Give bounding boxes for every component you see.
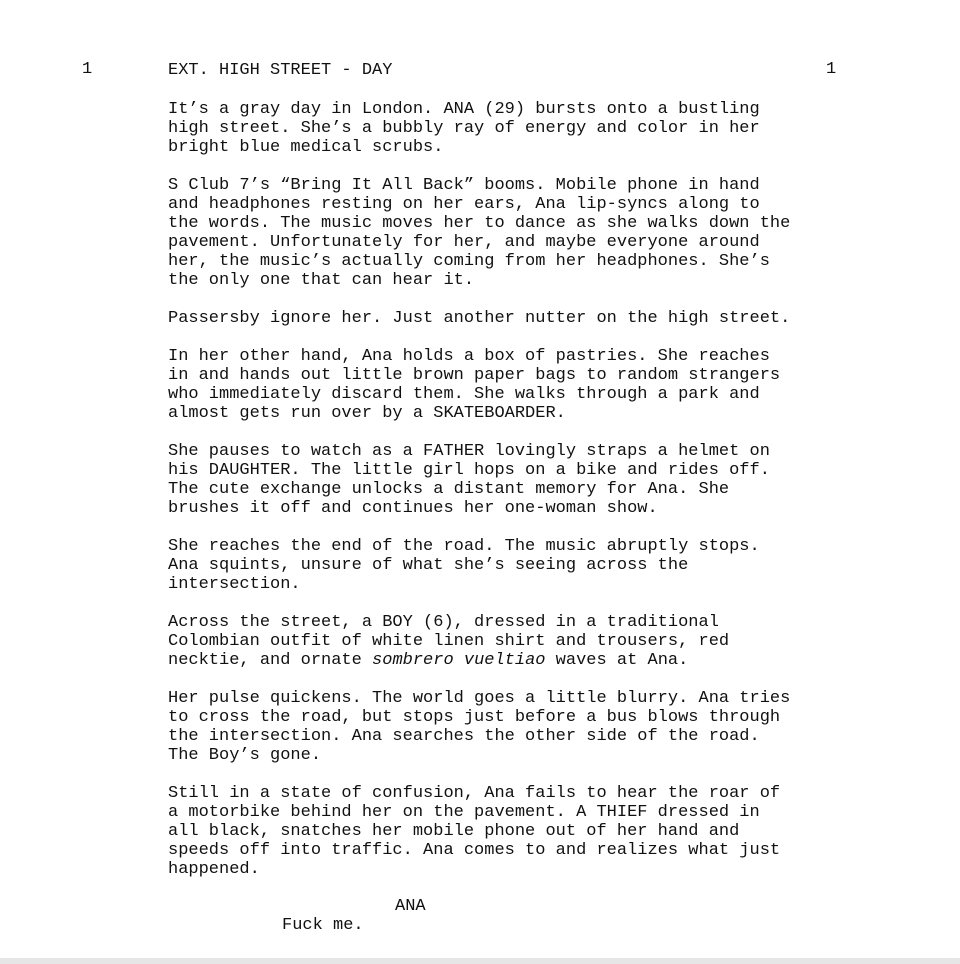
action-line: who immediately discard them. She walks through a park and — [168, 385, 760, 404]
action-line: She pauses to watch as a FATHER lovingly straps a helmet on — [168, 442, 770, 461]
action-paragraph — [168, 613, 858, 670]
action-paragraph — [168, 100, 858, 157]
action-line: happened. — [168, 860, 260, 879]
dialogue-line: Fuck me. — [282, 916, 364, 935]
action-line: speeds off into traffic. Ana comes to and realizes what just — [168, 841, 781, 860]
italic-phrase: sombrero vueltiao — [372, 651, 546, 670]
action-line: bright blue medical scrubs. — [168, 138, 444, 157]
action-line: brushes it off and continues her one-woman show. — [168, 499, 658, 518]
action-line: her, the music’s actually coming from her headphones. She’s — [168, 252, 770, 271]
action-line: The cute exchange unlocks a distant memory for Ana. She — [168, 480, 730, 499]
scene-heading: EXT. HIGH STREET - DAY — [168, 61, 393, 80]
action-line: and headphones resting on her ears, Ana lip-syncs along to — [168, 195, 760, 214]
action-text: necktie, and ornate — [168, 651, 373, 670]
action-line: a motorbike behind her on the pavement. A THIEF dressed in — [168, 803, 760, 822]
action-text: waves at Ana. — [545, 651, 689, 670]
scene-number-left: 1 — [82, 60, 93, 79]
action-line: S Club 7’s “Bring It All Back” booms. Mobile phone in hand — [168, 176, 760, 195]
action-paragraph — [168, 689, 858, 765]
action-paragraph — [168, 347, 858, 423]
action-line: intersection. — [168, 575, 301, 594]
action-line: It’s a gray day in London. ANA (29) bursts onto a bustling — [168, 100, 760, 119]
action-line: Her pulse quickens. The world goes a little blurry. Ana tries — [168, 689, 791, 708]
action-line: pavement. Unfortunately for her, and maybe everyone around — [168, 233, 760, 252]
character-name: ANA — [395, 897, 426, 916]
action-line: all black, snatches her mobile phone out of her hand and — [168, 822, 740, 841]
action-line: the only one that can hear it. — [168, 271, 475, 290]
scene-number-right: 1 — [826, 60, 837, 79]
action-line: The Boy’s gone. — [168, 746, 322, 765]
action-paragraph — [168, 176, 858, 290]
action-line: the intersection. Ana searches the other side of the road. — [168, 727, 760, 746]
action-line: Still in a state of confusion, Ana fails to hear the roar of — [168, 784, 781, 803]
action-paragraph — [168, 537, 858, 594]
action-line-with-italic — [168, 651, 858, 670]
action-line: in and hands out little brown paper bags to random strangers — [168, 366, 781, 385]
action-line: to cross the road, but stops just before a bus blows through — [168, 708, 781, 727]
action-line: Ana squints, unsure of what she’s seeing across the — [168, 556, 689, 575]
action-block — [168, 100, 858, 898]
action-line: the words. The music moves her to dance as she walks down the — [168, 214, 791, 233]
action-line: Across the street, a BOY (6), dressed in a traditional — [168, 613, 719, 632]
action-line: his DAUGHTER. The little girl hops on a bike and rides off. — [168, 461, 770, 480]
action-line: She reaches the end of the road. The music abruptly stops. — [168, 537, 760, 556]
action-line: In her other hand, Ana holds a box of pastries. She reaches — [168, 347, 770, 366]
action-line: Colombian outfit of white linen shirt and trousers, red — [168, 632, 730, 651]
action-line: almost gets run over by a SKATEBOARDER. — [168, 404, 566, 423]
action-paragraph — [168, 309, 858, 328]
action-paragraph — [168, 442, 858, 518]
action-paragraph — [168, 784, 858, 879]
page-bottom-edge — [0, 958, 960, 964]
action-line: Passersby ignore her. Just another nutter on the high street. — [168, 309, 791, 328]
action-line: high street. She’s a bubbly ray of energy and color in her — [168, 119, 760, 138]
